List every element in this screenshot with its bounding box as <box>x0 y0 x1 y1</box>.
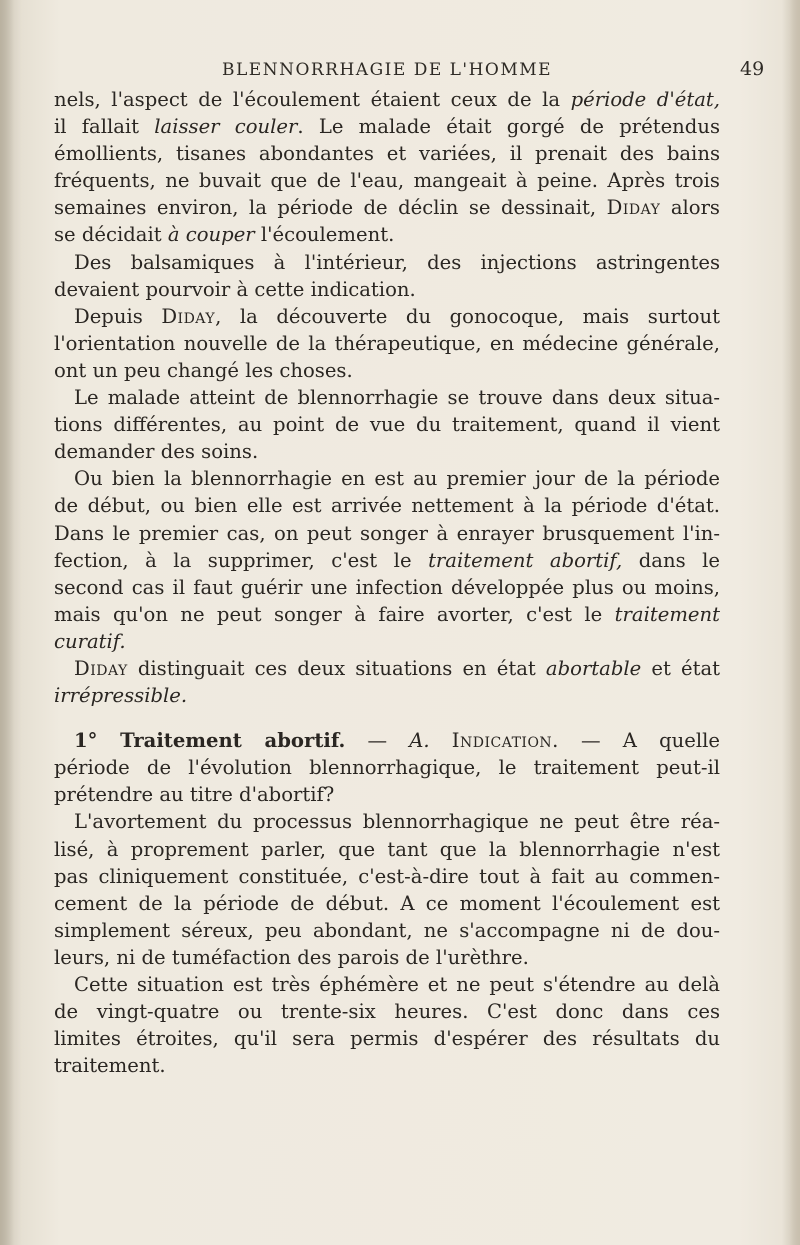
paragraph-4: Le malade atteint de blennorrhagie se trouve dans deux situa- tions différentes, au point de vue du traitement, quand il vient demander des soins. <box>54 386 720 464</box>
body-text <box>54 86 720 1079</box>
paragraph-3: Depuis Diday, la découverte du gonocoque, mais surtout l'orientation nouvelle de la thérapeutique, en médecine générale, ont un peu changé les choses. <box>54 304 720 382</box>
paragraph-6: Diday distinguait ces deux situations en état abortable et état irrépressible. <box>54 656 720 708</box>
paragraph-5: Ou bien la blennorrhagie en est au premier jour de la période de début, ou bien elle est arrivée nettement à la période d'état. Dans le premier cas, on peut songer à enrayer brusquement l'in- fection, à la supprimer, c'est le traitement abortif, dans le second cas il faut guérir une infection développée plus ou moins, mais qu'on ne peut songer à faire avorter, c'est le traitement curatif. <box>54 467 720 653</box>
paragraph-7: L'avortement du processus blennorrhagique ne peut être réa- lisé, à proprement parler, que tant que la blennorrhagie n'est pas cliniquement constituée, c'est-à-dire tout à fait au commen- cement de la période de début. A ce moment l'écoulement est simplement séreux, peu abondant, ne s'accompagne ni de dou- leurs, ni de tuméfaction des parois de l'urèthre. <box>54 810 720 969</box>
page-binding-shadow <box>0 0 14 1245</box>
running-title: BLENNORRHAGIE DE L'HOMME <box>222 60 553 80</box>
page-number: 49 <box>740 58 765 80</box>
paragraph-8: Cette situation est très éphémère et ne peut s'étendre au delà de vingt-quatre ou trente-six heures. C'est donc dans ces limites étroites, qu'il sera permis d'espérer des résultats du traitement. <box>54 973 720 1078</box>
page-edge-shadow <box>782 0 800 1245</box>
paragraph-1: nels, l'aspect de l'écoulement étaient ceux de la période d'état, il fallait laisser couler. Le malade était gorgé de prétendus émollients, tisanes abondantes et variées, il prenait des bains fréquents, ne buvait que de l'eau, mangeait à peine. Après trois semaines environ, la période de déclin se dessinait, Diday alors se décidait à couper l'écoulement. <box>54 88 721 247</box>
section-title: Traitement abortif. <box>97 729 346 753</box>
page-header <box>0 56 800 86</box>
section-heading: 1° Traitement abortif. — A. Indication. — A quelle période de l'évolution blennorrhagique, le traitement peut-il prétendre au titre d'abortif? <box>54 729 720 807</box>
paragraph-2: Des balsamiques à l'intérieur, des injections astringentes devaient pourvoir à cette indication. <box>54 250 720 301</box>
